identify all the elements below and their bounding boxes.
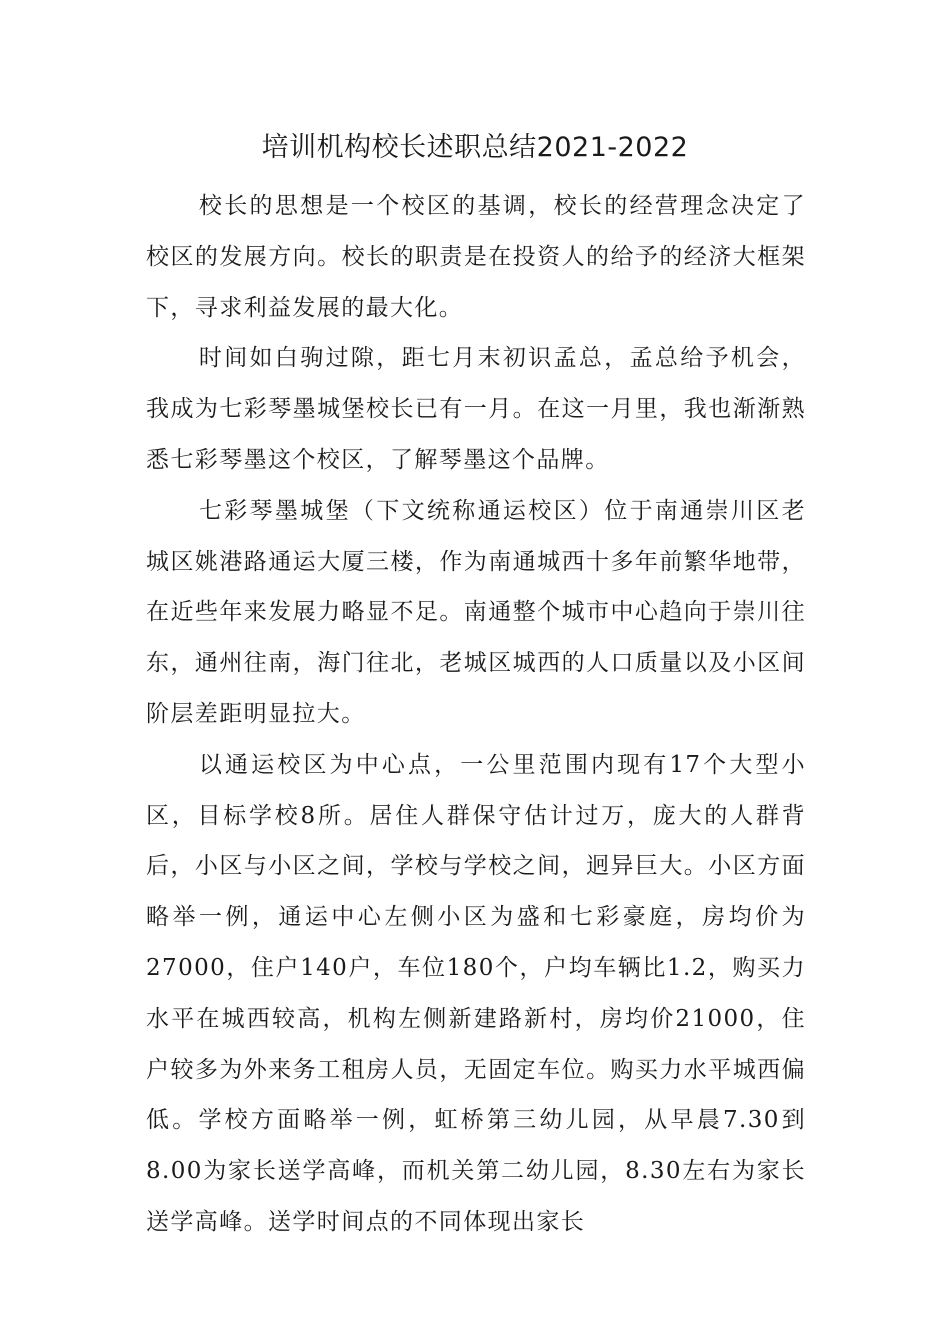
paragraph-2: 时间如白驹过隙，距七月末初识孟总，孟总给予机会，我成为七彩琴墨城堡校长已有一月。在这一月里，我也渐渐熟悉七彩琴墨这个校区，了解琴墨这个品牌。 <box>146 345 806 473</box>
paragraph-1: 校长的思想是一个校区的基调，校长的经营理念决定了校区的发展方向。校长的职责是在投资人的给予的经济大框架下，寻求利益发展的最大化。 <box>146 193 806 321</box>
paragraph-3: 七彩琴墨城堡（下文统称通运校区）位于南通崇川区老城区姚港路通运大厦三楼，作为南通城西十多年前繁华地带，在近些年来发展力略显不足。南通整个城市中心趋向于崇川往东，通州往南，海门往北，老城区城西的人口质量以及小区间阶层差距明显拉大。 <box>146 497 806 727</box>
document-title: 培训机构校长述职总结2021-2022 <box>261 132 689 163</box>
paragraph-4: 以通运校区为中心点，一公里范围内现有17个大型小区，目标学校8所。居住人群保守估计过万，庞大的人群背后，小区与小区之间，学校与学校之间，迥异巨大。小区方面略举一例，通运中心左侧小区为盛和七彩豪庭，房均价为27000，住户140户，车位180个，户均车辆比1.2，购买力水平在城西较高，机构左侧新建路新村，房均价21000，住户较多为外来务工租房人员，无固定车位。购买力水平城西偏低。学校方面略举一例，虹桥第三幼儿园，从早晨7.30到8.00为家长送学高峰，而机关第二幼儿园，8.30左右为家长送学高峰。送学时间点的不同体现出家长 <box>146 751 806 1235</box>
document-body <box>146 181 806 1248</box>
